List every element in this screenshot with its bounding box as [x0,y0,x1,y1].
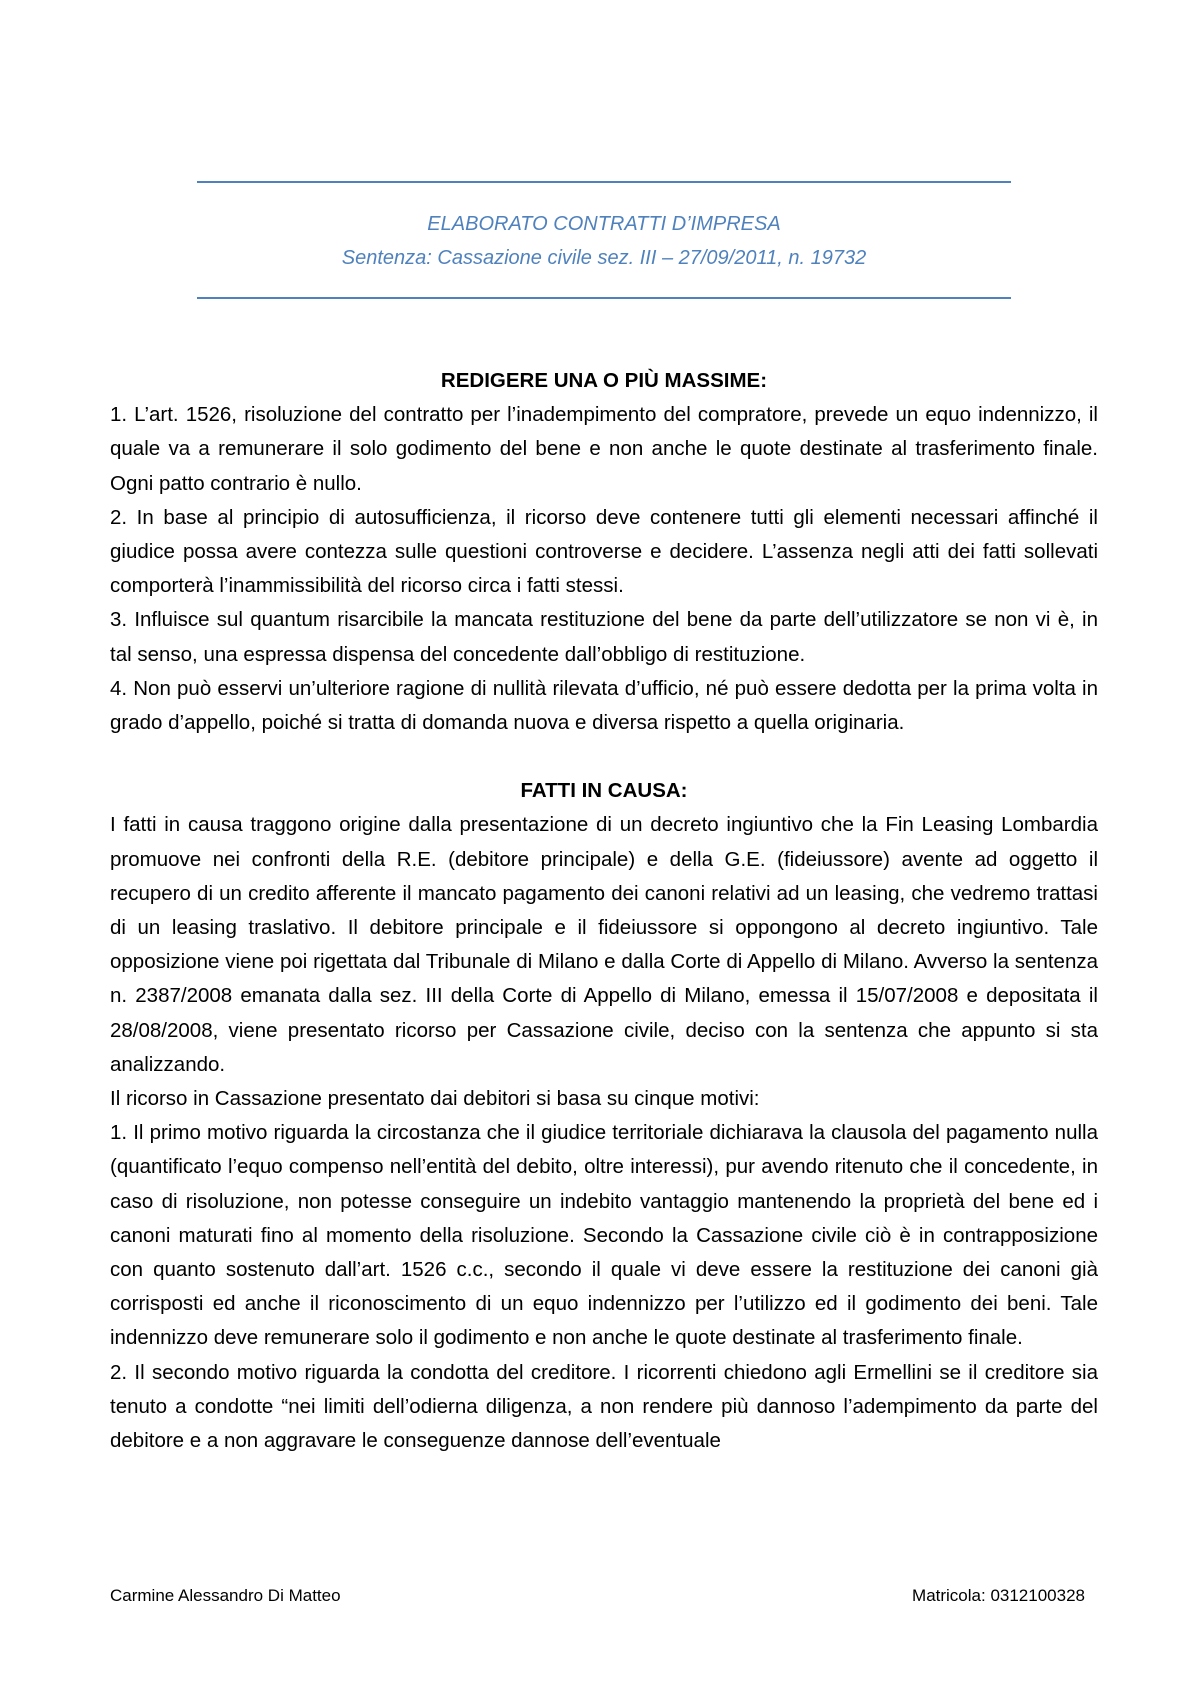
document-subtitle: Sentenza: Cassazione civile sez. III – 27/09/2011, n. 19732 [341,247,867,269]
section-title-fatti: FATTI IN CAUSA: [520,779,688,803]
footer-author: Carmine Alessandro Di Matteo [110,1586,341,1605]
header-top-rule [197,181,1011,183]
header-bottom-rule [197,297,1011,299]
massima-item: 2. In base al principio di autosufficienza, il ricorso deve contenere tutti gli elementi necessari affinché il giudice possa avere contezza sulle questioni controverse e decidere. L’assenza negli atti dei fatti sollevati comporterà l’inammissibilità del ricorso circa i fatti stessi. [110,505,1098,598]
section-title-massime: REDIGERE UNA O PIÙ MASSIME: [440,369,768,392]
fatti-paragraph: Il ricorso in Cassazione presentato dai debitori si basa su cinque motivi: [110,1087,760,1111]
footer-matricola: Matricola: 0312100328 [912,1586,1085,1605]
document-header [197,181,1011,299]
document-title: ELABORATO CONTRATTI D’IMPRESA [427,213,781,235]
massima-item: 4. Non può esservi un’ulteriore ragione di nullità rilevata d’ufficio, né può essere dedotta per la prima volta in grado d’appello, poiché si tratta di domanda nuova e diversa rispetto a quella originaria. [110,676,1098,735]
fatti-paragraph: I fatti in causa traggono origine dalla presentazione di un decreto ingiuntivo che la Fin Leasing Lombardia promuove nei confronti della R.E. (debitore principale) e della G.E. (fideiussore) avente ad oggetto il recupero di un credito afferente il mancato pagamento dei canoni relativi ad un leasing, che vedremo trattasi di un leasing traslativo. Il debitore principale e il fideiussore si oppongono al decreto ingiuntivo. Tale opposizione viene poi rigettata dal Tribunale di Milano e dalla Corte di Appello di Milano. Avverso la sentenza n. 2387/2008 emanata dalla sez. III della Corte di Appello di Milano, emessa il 15/07/2008 e depositata il 28/08/2008, viene presentato ricorso per Cassazione civile, deciso con la sentenza che appunto si sta analizzando. [110,813,1098,1076]
massima-item: 1. L’art. 1526, risoluzione del contratto per l’inadempimento del compratore, prevede un equo indennizzo, il quale va a remunerare il solo godimento del bene e non anche le quote destinate al trasferimento finale. Ogni patto contrario è nullo. [110,403,1098,495]
fatti-paragraph: 1. Il primo motivo riguarda la circostanza che il giudice territoriale dichiarava la clausola del pagamento nulla (quantificato l’equo compenso nell’entità del debito, oltre interessi), pur avendo ritenuto che il concedente, in caso di risoluzione, non potesse conseguire un indebito vantaggio mantenendo la proprietà del bene ed i canoni maturati fino al momento della risoluzione. Secondo la Cassazione civile ciò è in contrapposizione con quanto sostenuto dall’art. 1526 c.c., secondo il quale vi deve essere la restituzione dei canoni già corrisposti ed anche il riconoscimento di un equo indennizzo per l’utilizzo ed il godimento dei beni. Tale indennizzo deve remunerare solo il godimento e non anche le quote destinate al trasferimento finale. [110,1121,1098,1350]
section-spacer [110,740,1098,774]
document-body [110,364,1098,1458]
massima-item: 3. Influisce sul quantum risarcibile la mancata restituzione del bene da parte dell’utilizzatore se non vi è, in tal senso, una espressa dispensa del concedente dall’obbligo di restituzione. [110,608,1098,666]
fatti-paragraph: 2. Il secondo motivo riguarda la condotta del creditore. I ricorrenti chiedono agli Ermellini se il creditore sia tenuto a condotte “nei limiti dell’odierna diligenza, a non rendere più dannoso l’adempimento da parte del debitore e a non aggravare le conseguenze dannose dell’eventuale [110,1360,1098,1453]
